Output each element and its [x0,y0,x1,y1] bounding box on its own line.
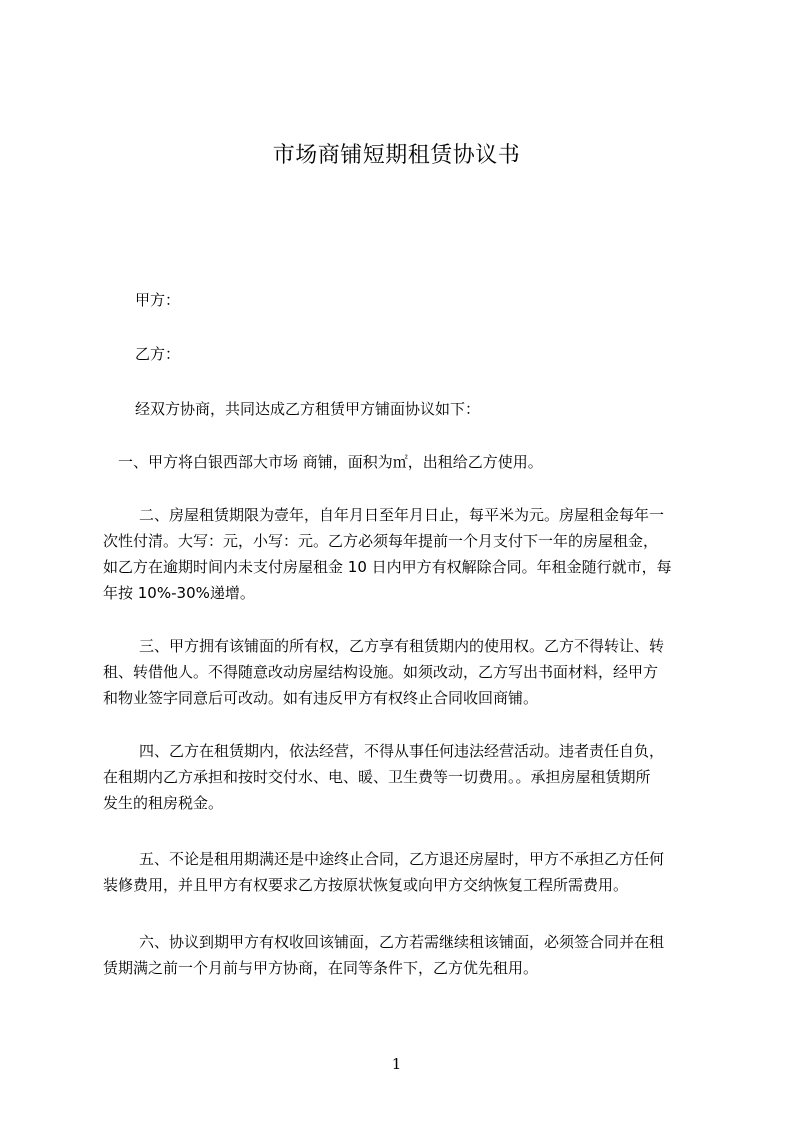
clause-4-line: 在租期内乙方承担和按时交付水、电、暖、卫生费等一切费用。。承担房屋租赁期所 [103,768,651,786]
clause-4-line: 发生的租房税金。 [103,794,224,812]
clause-3-line: 三、甲方拥有该铺面的所有权，乙方享有租赁期内的使用权。乙方不得转让、转 [139,637,665,655]
intro-paragraph: 经双方协商，共同达成乙方租赁甲方铺面协议如下： [135,400,481,418]
clause-1 [118,449,700,475]
party-a-line: 甲方： [135,291,181,309]
clause-3 [103,633,700,711]
clause-6 [103,929,700,981]
clause-2-line: 二、房屋租赁期限为壹年，自年月日至年月日止，每平米为元。房屋租金每年一 [139,506,665,524]
party-b-line: 乙方： [135,345,181,363]
clause-2-line: 如乙方在逾期时间内未支付房屋租金 10 日内甲方有权解除合同。年租金随行就市，每 [103,558,672,576]
clause-2-line: 次性付清。大写：元，小写：元。乙方必须每年提前一个月支付下一年的房屋租金， [103,532,659,550]
clause-1-line: 一、甲方将白银西部大市场 商铺，面积为㎡，出租给乙方使用。 [118,453,543,471]
clause-2 [103,502,700,606]
clause-5-line: 装修费用，并且甲方有权要求乙方按原状恢复或向甲方交纳恢复工程所需费用。 [103,876,629,894]
clause-5 [103,846,700,898]
clause-6-line: 赁期满之前一个月前与甲方协商，在同等条件下，乙方优先租用。 [103,959,539,977]
document-title: 市场商铺短期租赁协议书 [272,143,521,168]
clause-4-line: 四、乙方在租赁期内，依法经营，不得从事任何违法经营活动。违者责任自负， [139,742,665,760]
page-number: 1 [391,1055,402,1073]
clause-4 [103,738,700,816]
clause-5-line: 五、不论是租用期满还是中途终止合同，乙方退还房屋时，甲方不承担乙方任何 [139,850,665,868]
clause-3-line: 和物业签字同意后可改动。如有违反甲方有权终止合同收回商铺。 [103,689,539,707]
clause-2-line: 年按 10%-30%递增。 [103,584,255,602]
clause-3-line: 租、转借他人。不得随意改动房屋结构设施。如须改动，乙方写出书面材料，经甲方 [103,663,659,681]
clause-6-line: 六、协议到期甲方有权收回该铺面，乙方若需继续租该铺面，必须签合同并在租 [139,933,665,951]
